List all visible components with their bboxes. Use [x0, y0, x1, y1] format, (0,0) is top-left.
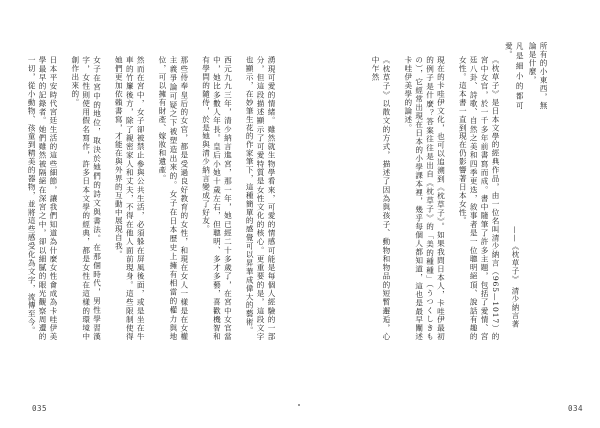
- left-page-number: 035: [32, 404, 48, 413]
- left-paragraph-6: 日本平安時代宮廷生活的這些細節，讓我們知道為什麼女性會成為卡哇伊美學最早的記錄者。她們雖然被隔絕在深宮之中，卻以細膩的眼光觀察周遭的一切，從小動物、孩童到精美的器物，並將這些感受化為文字，流傳至今。: [27, 56, 58, 341]
- left-page-body: [18, 56, 276, 341]
- right-paragraph-3: 《枕草子》以散文的方式，描述了因為與孩子、動物和物品的短暫邂逅，心中乍然: [371, 56, 391, 341]
- right-page-number: 034: [568, 404, 584, 413]
- left-paragraph-3: 那些侍奉皇后的女官，都是受過良好教育的女性，和現在女人一樣是在女權主義爭論可疑之下被塑造出來的。女子在日本歷史上擁有相當的權力與地位，可以擁有財產、嫁妝和遺產。: [157, 56, 189, 341]
- epigraph: [504, 42, 548, 110]
- left-paragraph-4: 然而在宮中，女子卻被禁止參與公共生活，必須躲在屏風後面，或是坐在牛車的竹簾後方，除了親密家人和丈夫，不得在他人面前現身。這些限制使得她們更加依賴書寫，才能在與外界的互動中展現自我。: [114, 56, 146, 341]
- epigraph-attribution: ——《枕草子》 清少納言著: [511, 226, 520, 329]
- left-paragraph-2: 西元九九三年，清少納言進宮，那一年，她已經二十多歲了，在宮中女官當中，她比多數人年長。皇后小她十歲左右，但聰明、多才多藝，喜歡機智和有學問的隨侍，於是她與清少納言變成了好友。: [201, 56, 233, 341]
- right-page: [300, 0, 600, 428]
- right-paragraph-1: 《枕草子》是日本文學的經典作品，由一位名叫清少納言（965—1017）的宮中女官，於一千多年前書寫而成。書中隨筆了許多主題，包括了愛情、宮廷八卦、詩歌、自然之美和四季更迭，敘事者是一位聰明絕頂、說話有趣的女性。這本書一直到現在仍影響著日本女性。: [458, 56, 500, 341]
- right-paragraph-2: 現在的卡哇伊文化，也可以追溯到《枕草子》。如果我問日本人，卡哇伊最初的例子是什麼？答案往往是出自《枕草子》的「美的種種」（うつくしきもの），它經常出現在日本的小學課本裡，幾乎每個人都知道，這也是最早闡述卡哇伊美學的論述。: [403, 56, 446, 341]
- left-paragraph-1: 湧現可愛的情緒。雖然就生物學看來，可愛的情感可能是每個人經驗的一部分，但這段描述顯示了可愛特質是女性文化的核心。更重要的是，這段文字也顯示，在妙筆生花的作家筆下，這種簡單的感覺可以昇華成偉大的藝術。: [245, 56, 276, 341]
- epigraph-line-2: 凡是細小的都可愛。: [504, 42, 525, 110]
- left-paragraph-5: 女子在宮中的地位，取決於她們的詩文與書法。在那個時代，男性學習漢字，女性則使用假名寫作，許多日本文學的經典，都是女性在這樣的環境中創作出來的。: [70, 56, 102, 341]
- epigraph-line-1: 所有的小東西，無論是什麼，: [528, 42, 548, 110]
- right-page-body: [335, 56, 500, 341]
